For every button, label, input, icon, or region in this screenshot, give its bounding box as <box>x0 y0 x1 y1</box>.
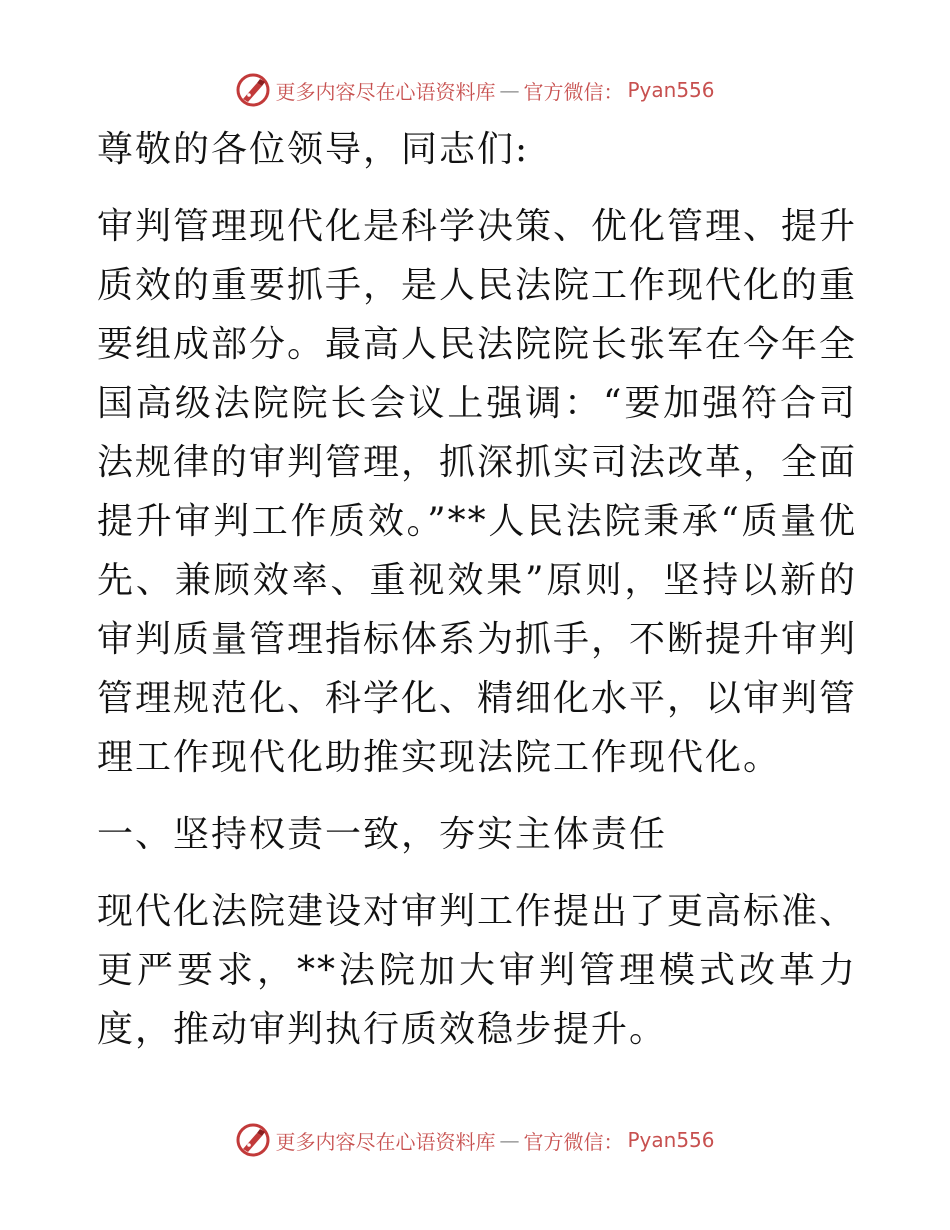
watermark-site-text: 更多内容尽在心语资料库 <box>275 79 496 104</box>
watermark-wechat-id: Pyan556 <box>627 78 715 102</box>
pen-nib-logo-icon <box>235 72 271 108</box>
footer-watermark <box>0 1120 950 1160</box>
watermark-site-text: 更多内容尽在心语资料库 <box>275 1129 496 1154</box>
watermark-separator: — <box>499 1128 520 1152</box>
document-body <box>97 118 857 1059</box>
watermark-separator: — <box>499 78 520 102</box>
paragraph-intro: 审判管理现代化是科学决策、优化管理、提升质效的重要抓手，是人民法院工作现代化的重要组成部分。最高人民法院院长张军在今年全国高级法院院长会议上强调：“要加强符合司法规律的审判管理，抓深抓实司法改革，全面提升审判工作质效。”**人民法院秉承“质量优先、兼顾效率、重视效果”原则，坚持以新的审判质量管理指标体系为抓手，不断提升审判管理规范化、科学化、精细化水平，以审判管理工作现代化助推实现法院工作现代化。 <box>97 206 858 778</box>
paragraph-section-1: 现代化法院建设对审判工作提出了更高标准、更严要求，**法院加大审判管理模式改革力度，推动审判执行质效稳步提升。 <box>97 891 858 1050</box>
section-heading-1: 一、坚持权责一致，夯实主体责任 <box>97 814 668 855</box>
pen-nib-logo-icon <box>235 1122 271 1158</box>
header-watermark <box>0 70 950 110</box>
watermark-wechat-label: 官方微信： <box>523 79 624 104</box>
watermark-wechat-id: Pyan556 <box>627 1128 715 1152</box>
salutation: 尊敬的各位领导，同志们: <box>97 129 530 170</box>
watermark-wechat-label: 官方微信： <box>523 1129 624 1154</box>
